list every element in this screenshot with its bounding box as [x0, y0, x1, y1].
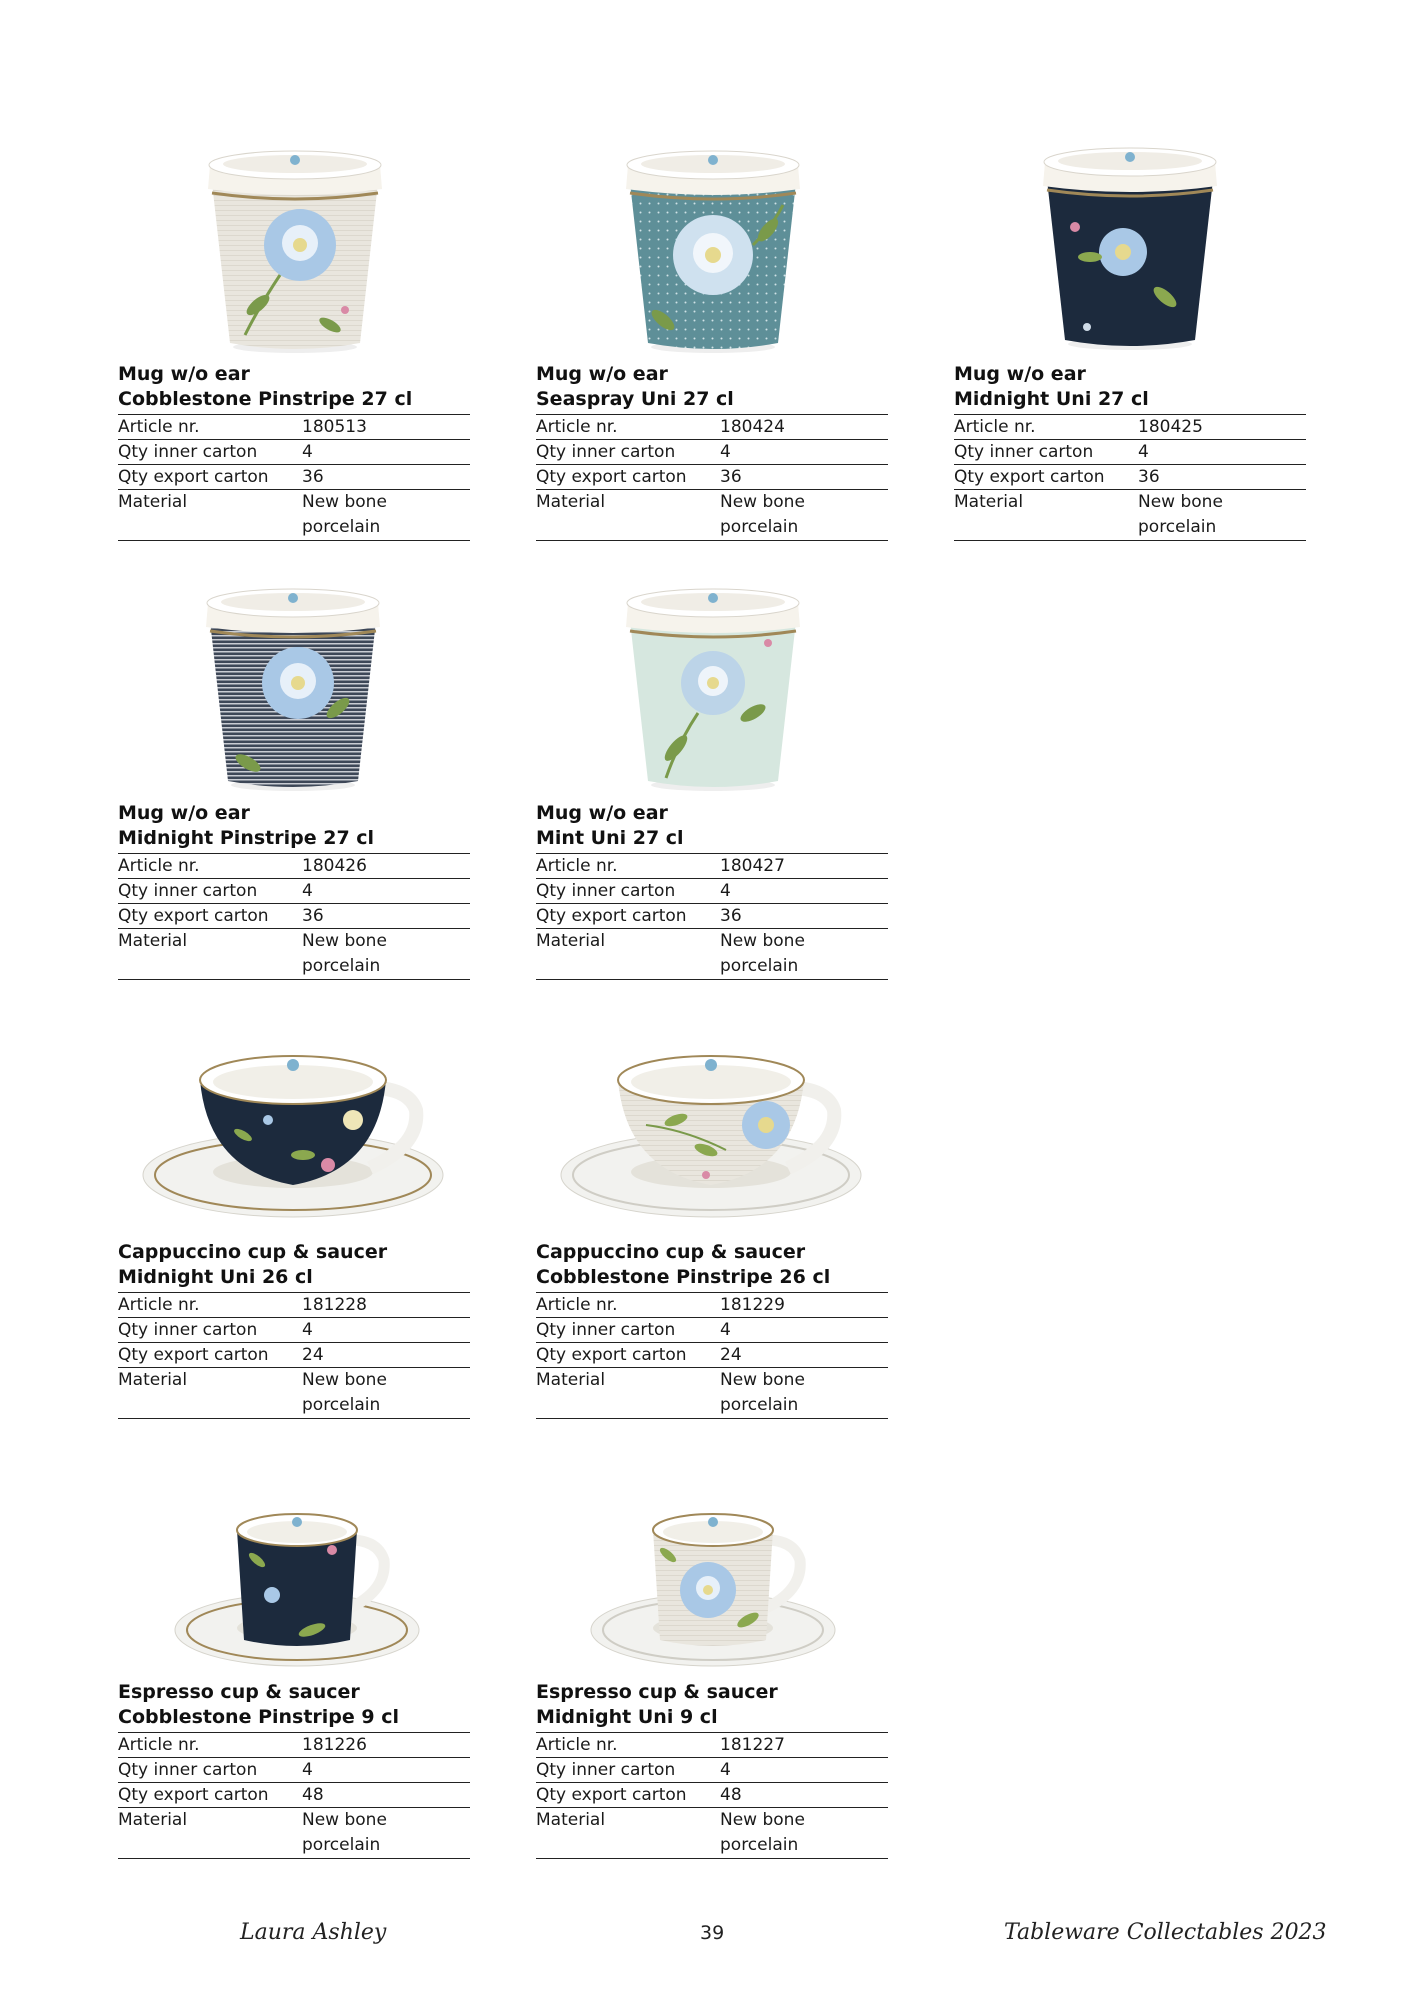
- spec-label: Material: [118, 929, 302, 980]
- qty-export: 24: [720, 1343, 888, 1368]
- material: New bone porcelain: [720, 929, 888, 980]
- spec-label: Article nr.: [118, 854, 302, 879]
- spec-label: Article nr.: [536, 415, 720, 440]
- spec-table: [118, 414, 470, 541]
- article-number: 181226: [302, 1733, 470, 1758]
- spec-label: Qty inner carton: [954, 440, 1138, 465]
- product-variant: Midnight Uni 27 cl: [954, 388, 1149, 410]
- material: New bone porcelain: [1138, 490, 1306, 541]
- spec-label: Qty inner carton: [118, 440, 302, 465]
- spec-label: Qty export carton: [118, 1783, 302, 1808]
- product-type: Espresso cup & saucer: [118, 1681, 360, 1703]
- article-number: 180427: [720, 854, 888, 879]
- spec-label: Qty inner carton: [536, 1318, 720, 1343]
- product-title: [954, 362, 1306, 412]
- material: New bone porcelain: [302, 1808, 470, 1859]
- espresso-midnight-image: [172, 1500, 422, 1675]
- spec-label: Qty inner carton: [118, 1758, 302, 1783]
- material: New bone porcelain: [720, 1808, 888, 1859]
- product-type: Mug w/o ear: [536, 802, 668, 824]
- spec-table: [118, 853, 470, 980]
- product-title: [536, 1240, 888, 1290]
- spec-label: Qty export carton: [536, 1343, 720, 1368]
- product-variant: Seaspray Uni 27 cl: [536, 388, 734, 410]
- spec-table: [954, 414, 1306, 541]
- mug-cobblestone-image: [200, 145, 390, 355]
- spec-label: Material: [536, 1368, 720, 1419]
- product-type: Espresso cup & saucer: [536, 1681, 778, 1703]
- material: New bone porcelain: [720, 1368, 888, 1419]
- spec-label: Article nr.: [536, 854, 720, 879]
- espresso-cobblestone-image: [588, 1500, 838, 1675]
- spec-label: Article nr.: [536, 1293, 720, 1318]
- qty-export: 48: [720, 1783, 888, 1808]
- spec-label: Material: [536, 1808, 720, 1859]
- product-type: Mug w/o ear: [118, 802, 250, 824]
- spec-label: Qty export carton: [118, 1343, 302, 1368]
- product-type: Mug w/o ear: [536, 363, 668, 385]
- spec-label: Qty inner carton: [536, 1758, 720, 1783]
- spec-label: Article nr.: [118, 415, 302, 440]
- product-title: [536, 362, 888, 412]
- product-variant: Midnight Uni 9 cl: [536, 1706, 718, 1728]
- mug-seaspray-image: [618, 145, 808, 355]
- spec-label: Qty export carton: [536, 465, 720, 490]
- product-variant: Cobblestone Pinstripe 9 cl: [118, 1706, 400, 1728]
- qty-export: 36: [302, 465, 470, 490]
- product-variant: Midnight Uni 26 cl: [118, 1266, 313, 1288]
- article-number: 181228: [302, 1293, 470, 1318]
- article-number: 180426: [302, 854, 470, 879]
- spec-label: Qty inner carton: [536, 440, 720, 465]
- spec-table: [536, 853, 888, 980]
- qty-inner: 4: [720, 1758, 888, 1783]
- product-type: Cappuccino cup & saucer: [118, 1241, 388, 1263]
- product-title: [118, 801, 470, 851]
- footer-catalog-title: Tableware Collectables 2023: [1004, 1920, 1327, 1945]
- qty-export: 36: [1138, 465, 1306, 490]
- product-title: [118, 1240, 470, 1290]
- spec-label: Article nr.: [954, 415, 1138, 440]
- material: New bone porcelain: [302, 929, 470, 980]
- cappuccino-midnight-image: [138, 1040, 448, 1230]
- cappuccino-cobblestone-image: [556, 1040, 866, 1230]
- product-variant: Mint Uni 27 cl: [536, 827, 684, 849]
- spec-label: Article nr.: [118, 1733, 302, 1758]
- article-number: 180424: [720, 415, 888, 440]
- spec-label: Material: [954, 490, 1138, 541]
- spec-label: Article nr.: [118, 1293, 302, 1318]
- spec-label: Qty export carton: [118, 465, 302, 490]
- spec-label: Material: [118, 1368, 302, 1419]
- product-type: Mug w/o ear: [954, 363, 1086, 385]
- product-type: Mug w/o ear: [118, 363, 250, 385]
- qty-inner: 4: [302, 440, 470, 465]
- spec-label: Material: [118, 490, 302, 541]
- spec-label: Qty export carton: [536, 1783, 720, 1808]
- material: New bone porcelain: [720, 490, 888, 541]
- spec-table: [536, 1732, 888, 1859]
- spec-label: Material: [118, 1808, 302, 1859]
- qty-export: 24: [302, 1343, 470, 1368]
- qty-inner: 4: [302, 1758, 470, 1783]
- qty-export: 48: [302, 1783, 470, 1808]
- spec-table: [536, 414, 888, 541]
- product-variant: Cobblestone Pinstripe 26 cl: [536, 1266, 831, 1288]
- product-title: [536, 1680, 888, 1730]
- qty-export: 36: [720, 904, 888, 929]
- spec-label: Article nr.: [536, 1733, 720, 1758]
- material: New bone porcelain: [302, 490, 470, 541]
- article-number: 180513: [302, 415, 470, 440]
- spec-label: Material: [536, 929, 720, 980]
- product-variant: Cobblestone Pinstripe 27 cl: [118, 388, 413, 410]
- spec-label: Qty export carton: [954, 465, 1138, 490]
- qty-inner: 4: [720, 879, 888, 904]
- mug-mint-image: [618, 583, 808, 793]
- qty-inner: 4: [1138, 440, 1306, 465]
- qty-inner: 4: [720, 440, 888, 465]
- material: New bone porcelain: [302, 1368, 470, 1419]
- qty-inner: 4: [302, 1318, 470, 1343]
- spec-label: Qty export carton: [536, 904, 720, 929]
- article-number: 180425: [1138, 415, 1306, 440]
- product-title: [536, 801, 888, 851]
- article-number: 181227: [720, 1733, 888, 1758]
- spec-label: Qty inner carton: [118, 1318, 302, 1343]
- spec-label: Qty inner carton: [536, 879, 720, 904]
- mug-midnight-image: [1035, 142, 1225, 352]
- product-variant: Midnight Pinstripe 27 cl: [118, 827, 375, 849]
- product-type: Cappuccino cup & saucer: [536, 1241, 806, 1263]
- qty-export: 36: [720, 465, 888, 490]
- spec-table: [118, 1732, 470, 1859]
- footer-brand: Laura Ashley: [240, 1920, 387, 1945]
- product-title: [118, 362, 470, 412]
- qty-inner: 4: [302, 879, 470, 904]
- spec-table: [118, 1292, 470, 1419]
- product-title: [118, 1680, 470, 1730]
- mug-midnight-pinstripe-image: [198, 583, 388, 793]
- spec-label: Qty export carton: [118, 904, 302, 929]
- spec-label: Material: [536, 490, 720, 541]
- article-number: 181229: [720, 1293, 888, 1318]
- page-number: 39: [700, 1922, 725, 1944]
- spec-table: [536, 1292, 888, 1419]
- qty-inner: 4: [720, 1318, 888, 1343]
- spec-label: Qty inner carton: [118, 879, 302, 904]
- qty-export: 36: [302, 904, 470, 929]
